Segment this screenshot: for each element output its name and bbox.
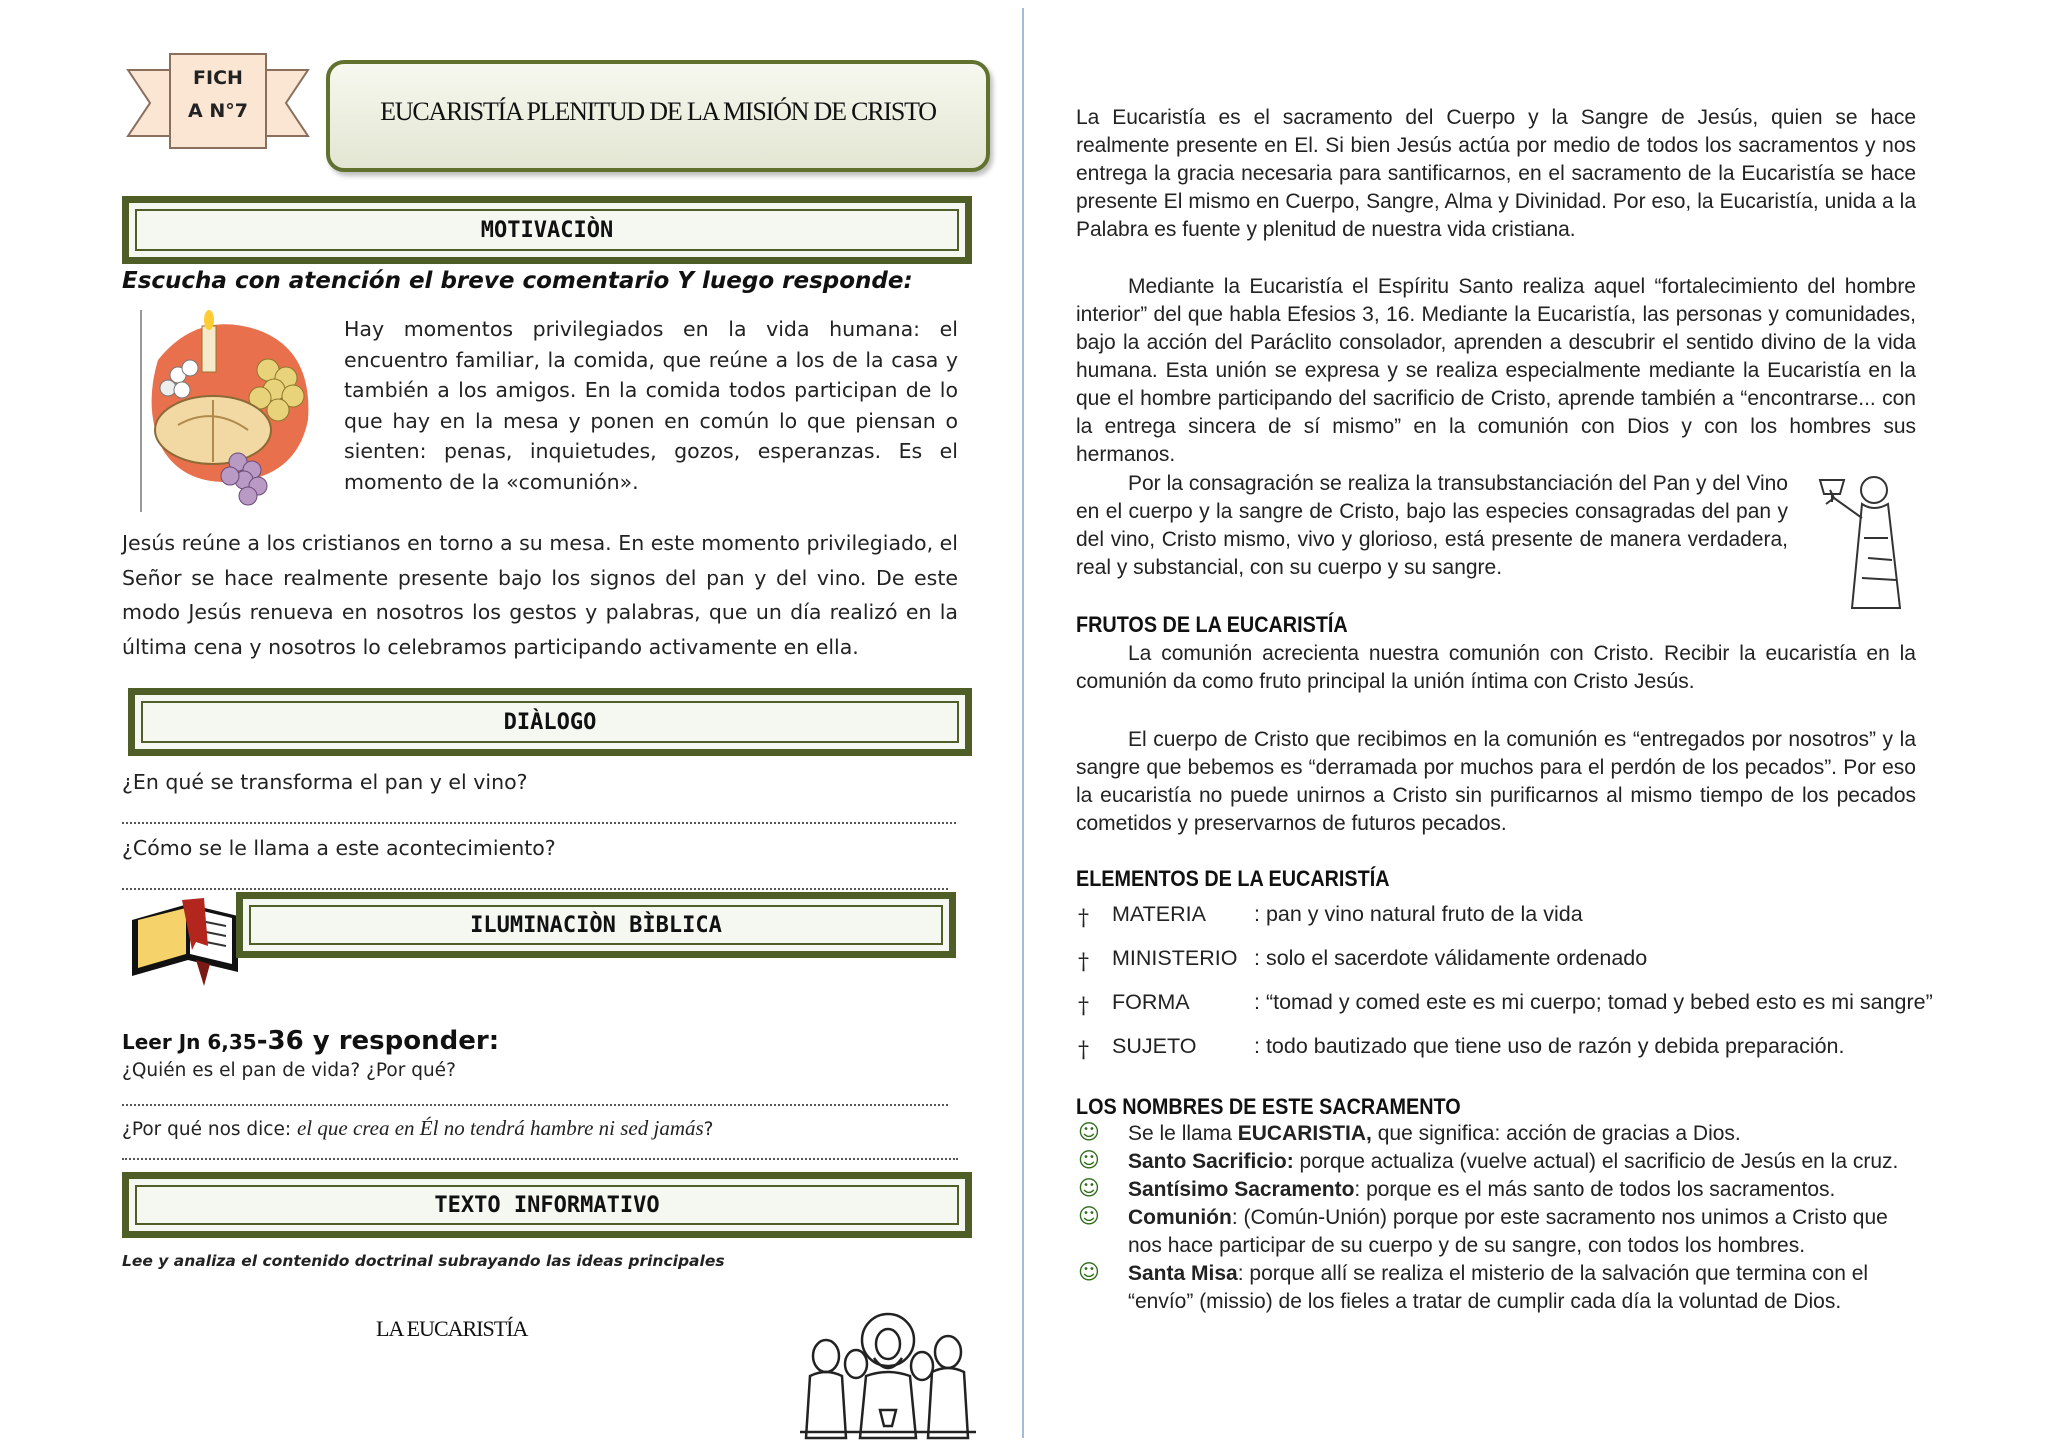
motivacion-paragraph-2: Jesús reúne a los cristianos en torno a su mesa. En este momento privilegiado, el Señor se hace realmente presente bajo los signos del pan y del vino. De este modo Jesús renueva en nosotros los gestos y palabras, que un día realizó en la última cena y nosotros lo celebramos participando activamente en ella.: [122, 531, 958, 659]
ribbon-line2: A N°7: [188, 100, 248, 122]
eucaristia-subtitle: LA EUCARISTÍA: [376, 1316, 528, 1341]
frutos-heading: FRUTOS DE LA EUCARISTÍA: [1076, 612, 1348, 637]
elemento-item: [1076, 990, 1936, 1034]
elemento-item: [1076, 1034, 1936, 1078]
answer-line-4[interactable]: [122, 1158, 958, 1160]
nombre-text: [1128, 1176, 1916, 1204]
nombre-text: [1128, 1148, 1916, 1176]
nombre-bold: Santo Sacrificio:: [1128, 1150, 1294, 1173]
cross-bullet-icon: †: [1078, 906, 1089, 931]
nombres-list: [1076, 1120, 1916, 1316]
smiley-icon: ☺: [1078, 1260, 1100, 1284]
nombre-post: que significa: acción de gracias a Dios.: [1371, 1122, 1741, 1145]
reading-reference: 6,35: [207, 1030, 257, 1054]
nombres-heading: LOS NOMBRES DE ESTE SACRAMENTO: [1076, 1094, 1461, 1119]
reading-suffix: -36 y responder:: [256, 1026, 500, 1056]
elementos-heading: ELEMENTOS DE LA EUCARISTÍA: [1076, 866, 1390, 891]
instruction-note: Lee y analiza el contenido doctrinal subrayando las ideas principales: [122, 1252, 725, 1270]
nombre-pre: Se le llama: [1128, 1122, 1238, 1145]
elementos-list: [1076, 902, 1936, 1078]
section-iluminacion: [236, 892, 956, 958]
nombre-post: porque actualiza (vuelve actual) el sacrificio de Jesús en la cruz.: [1293, 1150, 1899, 1173]
smiley-icon: ☺: [1078, 1204, 1100, 1228]
right-paragraph-3: Por la consagración se realiza la transubstanciación del Pan y del Vino en el cuerpo y la sangre de Cristo, bajo las especies consagradas del pan y del vino, Cristo mismo, vivo y glorioso, está presente de manera verdadera, real y substancial, con su cuerpo y su sangre.: [1076, 472, 1788, 579]
smiley-icon: ☺: [1078, 1148, 1100, 1172]
section-texto-heading: TEXTO INFORMATIVO: [135, 1185, 959, 1225]
nombre-bold: Santa Misa: [1128, 1262, 1238, 1285]
ribbon-label: [170, 62, 266, 128]
section-motivacion: [122, 196, 972, 264]
section-iluminacion-heading: ILUMINACIÒN BÌBLICA: [249, 905, 943, 945]
section-texto-informativo: [122, 1172, 972, 1238]
right-paragraph-1: La Eucaristía es el sacramento del Cuerpo y la Sangre de Jesús, quien se hace realmente presente en El. Si bien Jesús actúa por medio de todos los sacramentos y nos entrega la gracia necesaria para santificarnos, en el sacramento de la Eucaristía se hace presente El mismo en Cuerpo, Sangre, Alma y Divinidad. Por eso, la Eucaristía, unida a la Palabra es fuente y plenitud de nuestra vida cristiana.: [1076, 106, 1916, 241]
nombre-post: : (Común-Unión) porque por este sacramento nos unimos a Cristo que nos hace participar de su cuerpo y de su sangre, con todos los hombres.: [1128, 1206, 1888, 1257]
dialogo-question-1: ¿En qué se transforma el pan y el vino?: [122, 770, 528, 794]
iluminacion-question-2: [122, 1116, 714, 1141]
elemento-text: : “tomad y comed este es mi cuerpo; tomad y bebed esto es mi sangre”: [1254, 990, 1933, 1014]
elemento-label: FORMA: [1112, 990, 1190, 1014]
motivacion-lead: Escucha con atención el breve comentario Y luego responde:: [122, 268, 913, 294]
cross-bullet-icon: †: [1078, 994, 1089, 1019]
nombre-text: [1128, 1120, 1916, 1148]
last-supper-illustration: [796, 1306, 980, 1448]
nombre-item: [1076, 1176, 1916, 1204]
smiley-icon: ☺: [1078, 1176, 1100, 1200]
section-dialogo: [128, 688, 972, 756]
elemento-label: SUJETO: [1112, 1034, 1197, 1058]
eucharist-food-illustration: [138, 300, 324, 516]
iluminacion-reading: [122, 1026, 499, 1056]
frutos-paragraph-2: El cuerpo de Cristo que recibimos en la comunión es “entregados por nosotros” y la sangre que bebemos es “derramada por muchos para el perdón de los pecados”. Por eso la eucaristía no puede unirnos a Cristo sin purificarnos al mismo tiempo de los pecados cometidos y preservarnos de futuros pecados.: [1076, 728, 1916, 835]
answer-line-3[interactable]: [122, 1104, 948, 1106]
question-2-quote: el que crea en Él no tendrá hambre ni sed jamás: [296, 1116, 704, 1140]
answer-line-1[interactable]: [122, 822, 956, 824]
page-divider: [1022, 8, 1024, 1438]
cross-bullet-icon: †: [1078, 950, 1089, 975]
elemento-text: : todo bautizado que tiene uso de razón y debida preparación.: [1254, 1034, 1845, 1058]
nombre-text: [1128, 1204, 1916, 1260]
motivacion-paragraph-1: Hay momentos privilegiados en la vida humana: el encuentro familiar, la comida, que reúne a los de la casa y también a los amigos. En la comida todos participan de lo que hay en la mesa y ponen en común lo que piensan o sienten: penas, inquietudes, gozos, esperanzas. Es el momento de la «comunión».: [344, 317, 958, 494]
cross-bullet-icon: †: [1078, 1038, 1089, 1063]
iluminacion-question-1: ¿Quién es el pan de vida? ¿Por qué?: [122, 1060, 456, 1081]
elemento-label: MATERIA: [1112, 902, 1206, 926]
question-2-suffix: ?: [703, 1119, 714, 1140]
nombre-item: [1076, 1204, 1916, 1260]
dialogo-question-2: ¿Cómo se le llama a este acontecimiento?: [122, 836, 556, 860]
nombre-item: [1076, 1260, 1916, 1316]
smiley-icon: ☺: [1078, 1120, 1100, 1144]
reading-prefix: Leer Jn: [122, 1030, 208, 1054]
bible-book-icon: [126, 890, 246, 986]
elemento-item: [1076, 946, 1936, 990]
elemento-text: : solo el sacerdote válidamente ordenado: [1254, 946, 1648, 970]
question-2-prefix: ¿Por qué nos dice:: [122, 1119, 297, 1140]
elemento-item: [1076, 902, 1936, 946]
frutos-paragraph-1: La comunión acrecienta nuestra comunión con Cristo. Recibir la eucaristía en la comunión da como fruto principal la unión íntima con Cristo Jesús.: [1076, 642, 1916, 693]
page-title: EUCARISTÍA PLENITUD DE LA MISIÓN DE CRISTO: [380, 97, 936, 126]
nombre-post: : porque allí se realiza el misterio de la salvación que termina con el “envío” (missio) de los fieles a tratar de cumplir cada día la voluntad de Dios.: [1128, 1262, 1869, 1313]
priest-consecration-illustration: [1812, 468, 1914, 612]
nombre-bold: EUCARISTIA,: [1237, 1122, 1372, 1145]
right-paragraph-2: Mediante la Eucaristía el Espíritu Santo realiza aquel “fortalecimiento del hombre interior” del que habla Efesios 3, 16. Mediante la Eucaristía, las personas y comunidades, bajo la acción del Paráclito consolador, aprenden a descubrir el sentido divino de la vida humana. Esta unión se expresa y se realiza especialmente mediante la Eucaristía en la que el hombre participando del sacrificio de Cristo, aprende también a “encontrarse... con la entrega sincera de sí mismo” en la comunión con Dios y con los hombres sus hermanos.: [1076, 275, 1916, 466]
nombre-bold: Comunión: [1128, 1206, 1232, 1229]
nombre-item: [1076, 1120, 1916, 1148]
nombre-post: : porque es el más santo de todos los sacramentos.: [1354, 1178, 1836, 1201]
nombre-text: [1128, 1260, 1916, 1316]
nombre-item: [1076, 1148, 1916, 1176]
elemento-label: MINISTERIO: [1112, 946, 1238, 970]
elemento-text: : pan y vino natural fruto de la vida: [1254, 902, 1583, 926]
section-dialogo-heading: DIÀLOGO: [141, 701, 959, 743]
section-motivacion-heading: MOTIVACIÒN: [135, 209, 959, 251]
nombre-bold: Santísimo Sacramento: [1128, 1178, 1355, 1201]
ribbon-line1: FICH: [193, 67, 243, 89]
